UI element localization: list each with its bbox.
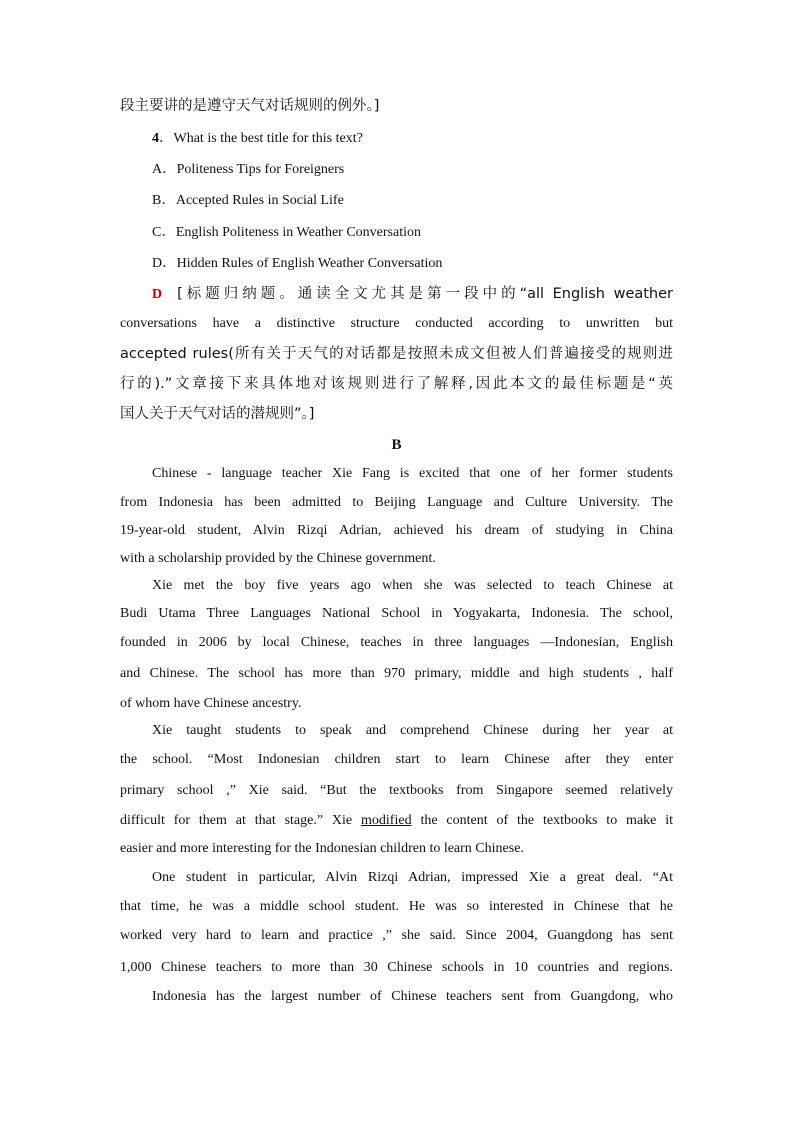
passage-line: with a scholarship provided by the Chinese government. bbox=[120, 551, 436, 566]
passage-line: Xie taught students to speak and comprehend Chinese during her year at bbox=[152, 723, 673, 738]
question-4-stem: 4．What is the best title for this text? bbox=[152, 130, 363, 146]
explanation-line: D [标题归纳题。通读全文尤其是第一段中的“all English weather bbox=[152, 286, 674, 302]
passage-line: of whom have Chinese ancestry. bbox=[120, 696, 302, 711]
question-number: 4 bbox=[152, 131, 159, 146]
passage-line: that time, he was a middle school student. He was so interested in Chinese that he bbox=[120, 899, 673, 914]
passage-line: founded in 2006 by local Chinese, teaches in three languages —Indonesian, English bbox=[120, 635, 673, 650]
explanation-line: 国人关于天气对话的潜规则”。] bbox=[120, 406, 315, 422]
passage-line: from Indonesia has been admitted to Beijing Language and Culture University. The bbox=[120, 495, 673, 510]
explanation-line: conversations have a distinctive structure conducted according to unwritten but bbox=[120, 316, 673, 331]
option-b: B．Accepted Rules in Social Life bbox=[152, 192, 344, 208]
explanation-line: accepted rules(所有关于天气的对话都是按照未成文但被人们普遍接受的规则进 bbox=[120, 346, 673, 362]
passage-line: and Chinese. The school has more than 970 primary, middle and high students , half bbox=[120, 666, 673, 681]
passage-line: worked very hard to learn and practice ,” she said. Since 2004, Guangdong has sent bbox=[120, 928, 673, 943]
answer-letter: D bbox=[152, 287, 163, 302]
option-d: D．Hidden Rules of English Weather Conversation bbox=[152, 255, 443, 271]
option-c: C．English Politeness in Weather Conversation bbox=[152, 224, 421, 240]
section-heading: B bbox=[391, 437, 402, 453]
previous-explanation-tail: 段主要讲的是遵守天气对话规则的例外。] bbox=[120, 98, 380, 114]
passage-line: Indonesia has the largest number of Chinese teachers sent from Guangdong, who bbox=[152, 989, 673, 1004]
passage-line: easier and more interesting for the Indonesian children to learn Chinese. bbox=[120, 841, 524, 856]
passage-line: the school. “Most Indonesian children start to learn Chinese after they enter bbox=[120, 752, 673, 767]
passage-line: Chinese - language teacher Xie Fang is excited that one of her former students bbox=[152, 466, 673, 481]
question-text: What is the best title for this text? bbox=[173, 131, 363, 146]
passage-line: 19-year-old student, Alvin Rizqi Adrian, achieved his dream of studying in China bbox=[120, 523, 673, 538]
explanation-line: 行的).”文章接下来具体地对该规则进行了解释,因此本文的最佳标题是“英 bbox=[120, 376, 673, 392]
passage-line: Xie met the boy five years ago when she was selected to teach Chinese at bbox=[152, 578, 673, 593]
passage-line: 1,000 Chinese teachers to more than 30 Chinese schools in 10 countries and regions. bbox=[120, 960, 673, 975]
passage-line: One student in particular, Alvin Rizqi Adrian, impressed Xie a great deal. “At bbox=[152, 870, 673, 885]
passage-line: primary school ,” Xie said. “But the textbooks from Singapore seemed relatively bbox=[120, 783, 673, 798]
option-a: A．Politeness Tips for Foreigners bbox=[152, 161, 345, 177]
passage-line: Budi Utama Three Languages National School in Yogyakarta, Indonesia. The school, bbox=[120, 606, 673, 621]
passage-line: difficult for them at that stage.” Xie modified the content of the textbooks to make it bbox=[120, 813, 674, 828]
underlined-word: modified bbox=[361, 813, 412, 828]
